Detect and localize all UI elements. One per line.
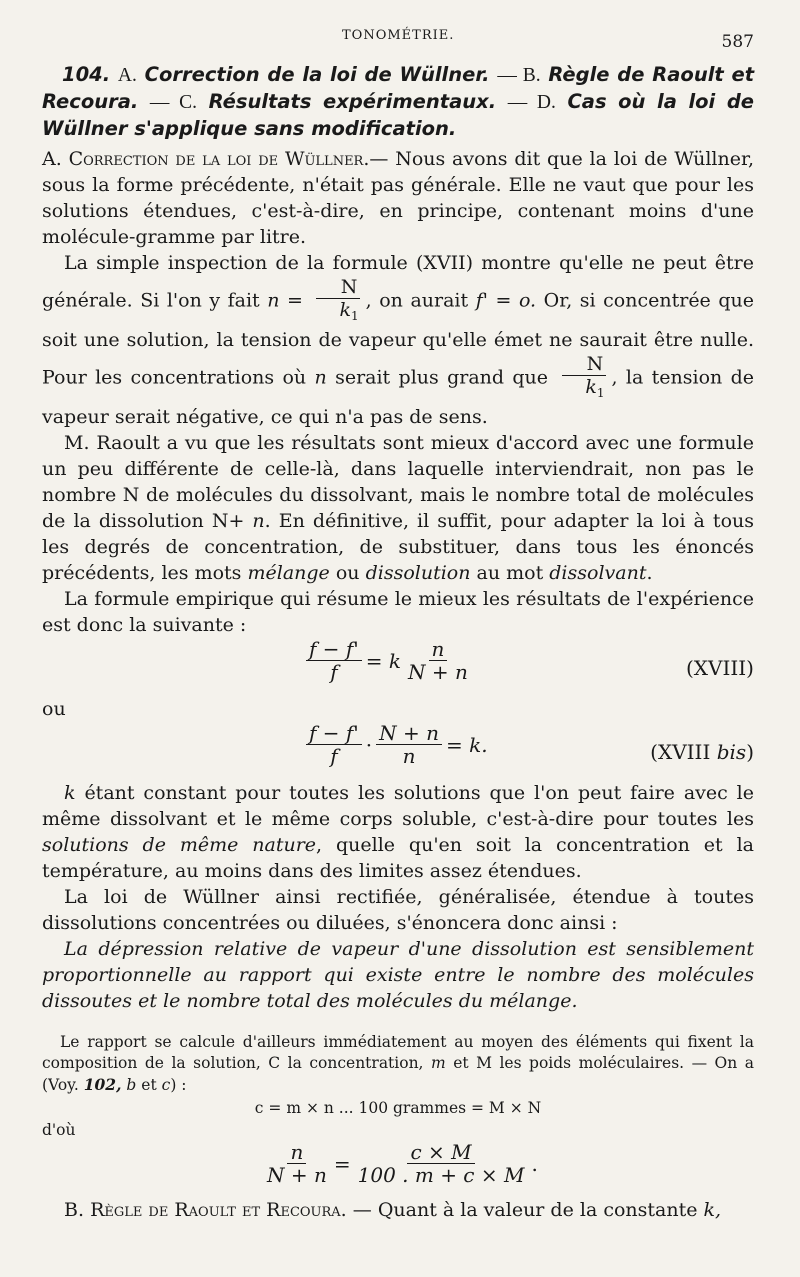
section-part-b: Règle de Raoult et Recoura. [42,63,755,113]
fraction-denominator: N + n [408,660,468,684]
fraction-rhs [355,1141,528,1186]
section-number: 104. [62,63,111,86]
paragraph-raoult [42,430,754,586]
reference-102: 102, [83,1075,122,1094]
text-run: , la tension de vapeur serait négative, ce qui n'a pas de sens. [42,366,755,428]
lead-letter: B. [64,1199,85,1221]
footnote-paragraph [42,1032,754,1096]
section-letter-b: — B. [497,65,541,86]
running-title: TONOMÉTRIE. [342,28,455,43]
subscript: 1 [351,309,359,323]
page-number: 587 [721,32,754,52]
paragraph-formula-intro: La formule empirique qui résume le mieux les résultats de l'expérience est donc la suivante : [42,588,754,636]
paragraph-inspection [42,250,754,430]
equation-label: (XVIII) [686,656,754,680]
period: . [531,1151,538,1176]
math-plus-n: + n [228,510,265,532]
fraction-numerator: f − f' [306,638,362,661]
footnote-equation-1: c = m × n ... 100 grammes = M × N [254,1099,542,1117]
fraction-denominator: f [330,744,338,768]
k-symbol: k [339,299,352,321]
text-run: — Quant à la valeur de la constante [352,1199,698,1221]
phrase-solutions-same-nature: solutions de même nature [42,834,317,856]
equation-expression [302,722,488,767]
text-run: et M les poids moléculaires. — On a (Voy. [42,1054,754,1094]
math-m: m [431,1054,446,1072]
section-part-c: Résultats expérimentaux. [208,90,497,113]
ref-c: c [161,1076,171,1094]
equals-k: = k [365,648,402,673]
equation-xviii [42,638,754,696]
math-n: n [314,366,327,389]
fraction-denominator [315,299,362,327]
lead-small-caps: Règle de Raoult et Recoura. [90,1199,347,1221]
fraction-numerator: N [316,276,361,299]
math-n-equals: n = [267,289,303,312]
multiply-dot: · [365,732,373,757]
fraction-denominator [560,376,607,404]
label-close: ) [746,740,754,764]
fraction-denominator: n [402,744,416,768]
math-f-prime-zero: f' = o. [475,289,537,312]
math-k: k [64,782,76,804]
connector-ou: ou [42,698,66,720]
equals-sign: = [333,1151,351,1176]
fraction-rhs [405,638,471,683]
fraction-numerator: N + n [376,722,442,745]
footnote-equation-2 [42,1141,754,1197]
paragraph-correction [42,146,754,250]
spacer [42,1014,754,1032]
text-run: La simple inspection de la formule (XVII) montre qu'elle ne peut être générale. Si l'on y fait [42,252,754,312]
fraction-numerator: n [429,638,448,661]
section-part-d: Cas où la loi de Wüllner s'applique sans modification. [42,90,755,140]
rule-statement: La dépression relative de vapeur d'une dissolution est sensiblement proportionnelle au rapport qui existe entre le nombre des molécules dissoutes et le nombre total des molécules du mélange. [42,938,754,1012]
fraction-numerator: f − f' [306,722,362,745]
label-bis: bis [716,740,747,764]
fraction-n-over-k1-second [560,353,607,404]
text-run: ou [335,562,360,584]
fraction-denominator: f [330,660,338,684]
text-run: . [646,562,653,584]
subscript: 1 [596,386,605,400]
text-run: étant constant pour toutes les solutions que l'on peut faire avec le même dissolvant et le même corps soluble, c'est-à-dire pour toutes les [42,782,754,830]
paragraph-k-constant [42,780,754,884]
section-heading [42,62,754,142]
book-page [42,28,754,1223]
fraction-lhs [264,1141,330,1186]
equation-label [650,740,754,764]
text-run: Or, si concentrée que soit une solution, la tension de vapeur qu'elle émet ne saurait être nulle. Pour les concentrations où [42,289,754,389]
text-run: serait plus grand que [335,366,549,389]
paragraph-raoult-recoura [42,1197,754,1223]
ref-b: b [126,1076,137,1094]
word-dissolution: dissolution [365,562,471,584]
running-head [42,28,754,58]
footnote-dou: d'où [42,1121,76,1139]
text-run: , on aurait [365,289,469,312]
fraction-mid [376,722,442,767]
k-symbol: k [585,376,597,398]
section-letter-c: — C. [149,92,197,113]
equals-k: = k. [446,732,488,757]
text-run: Le rapport se calcule d'ailleurs immédiatement au moyen des éléments qui fixent la composition de la solution, C la concentration, [42,1033,754,1072]
section-letter-a: A. [117,65,137,86]
equation-expression [260,1141,538,1186]
text-run: et [141,1076,157,1094]
fraction-n-over-k1 [315,276,362,327]
fraction-denominator: N + n [267,1163,327,1187]
fraction-lhs [306,638,362,683]
fraction-numerator: c × M [407,1141,474,1164]
label-text: (XVIII [650,740,711,764]
fraction-lhs [306,722,362,767]
lead-small-caps: Correction de la loi de Wüllner. [68,148,370,170]
text-run: M. Raoult a vu que les résultats sont mieux d'accord avec une formule un peu différente de celle-là, dans laquelle interviendrait, non pas le nombre N de molécules du dissolvant, mais le nombre total de molécules de la dissolution N [42,432,754,532]
fraction-denominator: 100 . m + c × M [357,1163,525,1187]
fraction-numerator: N [562,353,607,376]
text-run: au mot [476,562,544,584]
fraction-numerator: n [287,1141,306,1164]
text-run: ) : [170,1076,187,1094]
word-melange: mélange [247,562,330,584]
equation-xviii-bis [42,722,754,780]
equation-expression [302,638,475,683]
paragraph-wullner-rectified: La loi de Wüllner ainsi rectifiée, généralisée, étendue à toutes dissolutions concentrées ou diluées, s'énoncera donc ainsi : [42,886,754,934]
text-run: . En définitive, il suffit, pour adapter la loi à tous les degrés de concentration, de substituer, dans tous les énoncés précédents, les mots [42,510,754,584]
math-k: k, [703,1199,722,1221]
section-letter-d: — D. [507,92,556,113]
section-part-a: Correction de la loi de Wüllner. [144,63,490,86]
word-dissolvant: dissolvant [549,562,647,584]
lead-letter: A. [42,148,62,170]
text-run: , quelle qu'en soit la concentration et la température, au moins dans des limites assez étendues. [42,834,754,882]
paragraph-text: — Nous avons dit que la loi de Wüllner, sous la forme précédente, n'était pas générale. Elle ne vaut que pour les solutions étendues, c'est-à-dire, en principe, contenant moins d'une molécule-gramme par litre. [42,148,754,248]
